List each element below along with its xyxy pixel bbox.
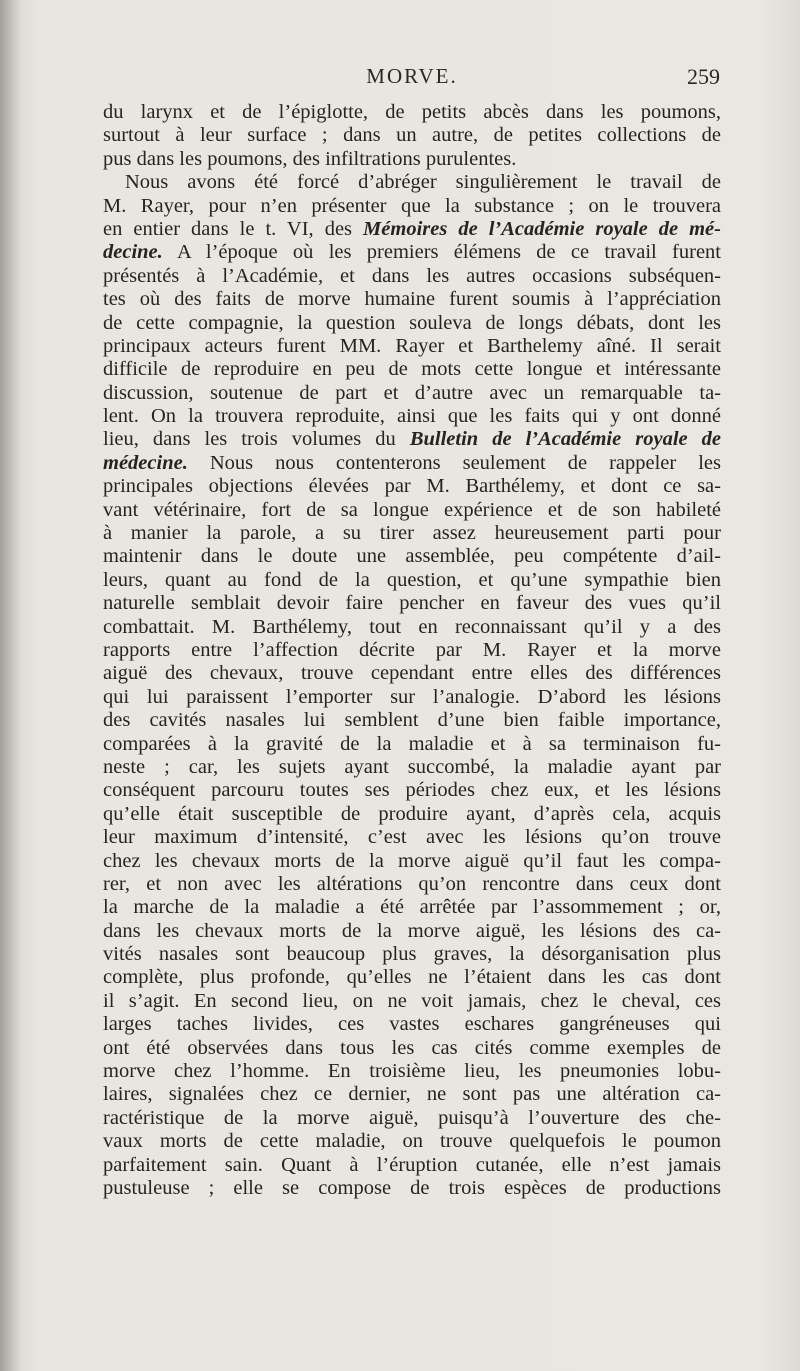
text-segment: discussion, soutenue de part et d’autre avec un remarquable ta- <box>103 381 721 404</box>
text-line <box>103 639 721 662</box>
text-segment: chez les chevaux morts de la morve aiguë qu’il faut les compa- <box>103 849 721 872</box>
text-line <box>103 756 721 779</box>
text-segment: ont été observées dans tous les cas cités comme exemples de <box>103 1036 721 1059</box>
text-segment: vaux morts de cette maladie, on trouve quelquefois le poumon <box>103 1130 721 1153</box>
text-segment: médecine. <box>103 451 188 474</box>
text-line <box>103 569 721 592</box>
text-segment: vités nasales sont beaucoup plus graves, la désorganisation plus <box>103 943 721 966</box>
text-line <box>103 592 721 615</box>
text-segment: vant vétérinaire, fort de sa longue expérience et de son habileté <box>103 498 721 521</box>
body-text <box>103 101 721 1200</box>
binding-shadow <box>0 0 22 1371</box>
text-segment: M. Rayer, pour n’en présenter que la substance ; on le trouvera <box>103 194 721 217</box>
text-segment: naturelle semblait devoir faire pencher en faveur des vues qu’il <box>103 592 721 615</box>
text-segment: leur maximum d’intensité, c’est avec les lésions qu’on trouve <box>103 826 721 849</box>
text-segment: surtout à leur surface ; dans un autre, de petites collections de <box>103 124 721 147</box>
text-line <box>103 1130 721 1153</box>
text-line <box>103 1013 721 1036</box>
text-segment: Nous avons été forcé d’abréger singulièrement le travail de <box>125 171 721 194</box>
text-line <box>103 1060 721 1083</box>
text-line <box>103 522 721 545</box>
text-line <box>103 1154 721 1177</box>
text-line <box>103 288 721 311</box>
text-line <box>103 616 721 639</box>
text-line <box>103 195 721 218</box>
text-line <box>103 335 721 358</box>
text-segment: principaux acteurs furent MM. Rayer et Barthelemy aîné. Il serait <box>103 334 721 357</box>
text-line <box>103 779 721 802</box>
text-line <box>103 920 721 943</box>
text-line <box>103 1107 721 1130</box>
text-line <box>103 428 721 451</box>
text-segment: lieu, dans les trois volumes du <box>103 428 410 451</box>
text-line <box>103 452 721 475</box>
text-line <box>103 405 721 428</box>
text-segment: rer, et non avec les altérations qu’on rencontre dans ceux dont <box>103 872 721 895</box>
text-line <box>103 218 721 241</box>
text-segment: larges taches livides, ces vastes eschares gangréneuses qui <box>103 1013 721 1036</box>
text-segment: Mémoires de l’Académie royale de mé- <box>363 217 721 240</box>
text-line <box>103 966 721 989</box>
page-header <box>104 64 720 94</box>
text-line <box>103 171 721 194</box>
text-segment: rapports entre l’affection décrite par M. Rayer et la morve <box>103 638 721 661</box>
text-segment: difficile de reproduire en peu de mots cette longue et intéressante <box>103 358 721 381</box>
text-segment: lent. On la trouvera reproduite, ainsi que les faits qui y ont donné <box>103 405 721 428</box>
text-segment: parfaitement sain. Quant à l’éruption cutanée, elle n’est jamais <box>103 1153 721 1176</box>
text-segment: Bulletin de l’Académie royale de <box>409 428 721 451</box>
text-line <box>103 896 721 919</box>
text-line <box>103 1083 721 1106</box>
text-line <box>103 733 721 756</box>
text-line <box>103 686 721 709</box>
text-segment: A l’époque où les premiers élémens de ce travail furent <box>162 241 721 264</box>
text-line <box>103 1037 721 1060</box>
text-segment: conséquent parcouru toutes ses périodes chez eux, et les lésions <box>103 779 721 802</box>
text-segment: qu’elle était susceptible de produire ayant, d’après cela, acquis <box>103 802 721 825</box>
running-title: MORVE. <box>366 64 458 88</box>
text-segment: principales objections élevées par M. Barthélemy, et dont ce sa- <box>103 475 721 498</box>
text-line <box>103 990 721 1013</box>
text-line <box>103 826 721 849</box>
text-line <box>103 1177 721 1200</box>
text-line <box>103 662 721 685</box>
page-number: 259 <box>687 64 720 89</box>
text-segment: en entier dans le t. VI, des <box>103 217 364 240</box>
text-segment: de cette compagnie, la question souleva de longs débats, dont les <box>103 311 721 334</box>
text-segment: neste ; car, les sujets ayant succombé, la maladie ayant par <box>103 755 721 778</box>
text-segment: aiguë des chevaux, trouve cependant entre elles des différences <box>103 662 721 685</box>
text-line <box>103 124 721 147</box>
text-segment: la marche de la maladie a été arrêtée par l’assommement ; or, <box>103 896 721 919</box>
text-segment: Nous nous contenterons seulement de rappeler les <box>187 451 721 474</box>
text-segment: leurs, quant au fond de la question, et qu’une sympathie bien <box>103 568 721 591</box>
text-segment: il s’agit. En second lieu, on ne voit jamais, chez le cheval, ces <box>103 989 721 1012</box>
text-line <box>103 358 721 381</box>
text-line <box>103 312 721 335</box>
text-line <box>103 475 721 498</box>
text-segment: du larynx et de l’épiglotte, de petits abcès dans les poumons, <box>103 101 721 123</box>
text-line <box>103 101 721 124</box>
text-line <box>103 241 721 264</box>
text-segment: pus dans les poumons, des infiltrations purulentes. <box>103 147 517 170</box>
text-line <box>103 545 721 568</box>
text-segment: présentés à l’Académie, et dans les autres occasions subséquen- <box>103 264 721 287</box>
text-segment: qui lui paraissent l’emporter sur l’analogie. D’abord les lésions <box>103 685 721 708</box>
text-line <box>103 382 721 405</box>
text-line <box>103 803 721 826</box>
text-segment: des cavités nasales lui semblent d’une bien faible importance, <box>103 709 721 732</box>
text-line <box>103 499 721 522</box>
text-segment: ractéristique de la morve aiguë, puisqu’à l’ouverture des che- <box>103 1106 721 1129</box>
text-segment: pustuleuse ; elle se compose de trois espèces de productions <box>103 1176 721 1199</box>
text-segment: combattait. M. Barthélemy, tout en reconnaissant qu’il y a des <box>103 615 721 638</box>
text-line <box>103 709 721 732</box>
text-segment: laires, signalées chez ce dernier, ne sont pas une altération ca- <box>103 1083 721 1106</box>
text-line <box>103 265 721 288</box>
text-segment: dans les chevaux morts de la morve aiguë, les lésions des ca- <box>103 919 721 942</box>
text-segment: maintenir dans le doute une assemblée, peu compétente d’ail- <box>103 545 721 568</box>
text-segment: decine. <box>103 241 163 264</box>
text-line <box>103 850 721 873</box>
text-segment: à manier la parole, a su tirer assez heureusement parti pour <box>103 522 721 545</box>
text-line <box>103 873 721 896</box>
text-segment: comparées à la gravité de la maladie et à sa terminaison fu- <box>103 732 721 755</box>
text-segment: tes où des faits de morve humaine furent soumis à l’appréciation <box>103 288 721 311</box>
text-segment: complète, plus profonde, qu’elles ne l’étaient dans les cas dont <box>103 966 721 989</box>
text-segment: morve chez l’homme. En troisième lieu, les pneumonies lobu- <box>103 1060 721 1083</box>
text-line <box>103 943 721 966</box>
text-line <box>103 148 721 171</box>
